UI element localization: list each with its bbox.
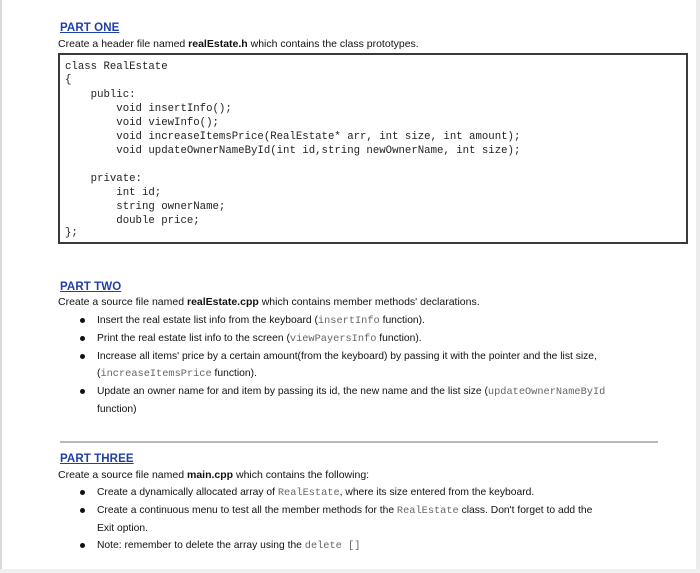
part-two-bullet-list xyxy=(80,312,680,418)
part-one-heading: PART ONE xyxy=(60,22,120,34)
code-line-0: class RealEstate xyxy=(65,61,168,73)
code-box xyxy=(58,53,688,244)
part-one-file-name: realEstate.h xyxy=(188,38,248,50)
bullet-dot-icon xyxy=(80,354,85,359)
section-divider xyxy=(60,441,658,443)
code-line-8: private: xyxy=(65,173,142,185)
code-line-4: void viewInfo(); xyxy=(65,117,219,129)
part-three-instruction-prefix: Create a source file named xyxy=(58,469,187,481)
code-line-1: { xyxy=(65,74,72,86)
code-line-6: void updateOwnerNameById(int id,string newOwnerName, int size); xyxy=(65,145,521,157)
bullet-dot-icon xyxy=(80,508,85,513)
part-two-instruction xyxy=(58,296,480,308)
code-line-2: public: xyxy=(65,89,136,101)
code-line-10: string ownerName; xyxy=(65,201,226,213)
code-line-12: }; xyxy=(65,227,78,239)
bullet-dot-icon xyxy=(80,389,85,394)
part-two-bullet-1: Insert the real estate list info from the keyboard (insertInfo function). xyxy=(80,312,680,330)
part-two-instruction-prefix: Create a source file named xyxy=(58,296,187,308)
part-two-bullet-3: Increase all items' price by a certain amount(from the keyboard) by passing it with the pointer and the list size, (increaseItemsPrice function). xyxy=(80,348,680,383)
bullet-dot-icon xyxy=(80,490,85,495)
part-three-bullet-1: Create a dynamically allocated array of RealEstate, where its size entered from the keyboard. xyxy=(80,484,680,502)
part-three-bullet-list xyxy=(80,484,680,555)
code-line-5: void increaseItemsPrice(RealEstate* arr, int size, int amount); xyxy=(65,131,521,143)
code-line-9: int id; xyxy=(65,187,162,199)
part-two-instruction-suffix: which contains member methods' declarations. xyxy=(258,296,480,308)
part-three-instruction xyxy=(58,469,369,481)
part-two-bullet-2: Print the real estate list info to the screen (viewPayersInfo function). xyxy=(80,330,680,348)
part-three-file-name: main.cpp xyxy=(186,469,234,481)
bullet-dot-icon xyxy=(80,336,85,341)
code-line-3: void insertInfo(); xyxy=(65,103,232,115)
part-one-instruction xyxy=(58,38,419,50)
part-two-heading: PART TWO xyxy=(60,281,122,293)
part-two-bullet-4: Update an owner name for and item by passing its id, the new name and the list size (updateOwnerNameById function) xyxy=(80,383,680,418)
part-one-instruction-prefix: Create a header file named xyxy=(58,38,189,50)
code-line-11: double price; xyxy=(65,215,200,227)
frame-right-edge xyxy=(696,0,700,573)
bullet-dot-icon xyxy=(80,543,85,548)
part-three-instruction-suffix: which contains the following: xyxy=(233,469,370,481)
frame-left-edge xyxy=(0,0,2,573)
part-two-file-name: realEstate.cpp xyxy=(186,296,259,308)
bullet-dot-icon xyxy=(80,318,85,323)
part-one-instruction-suffix: which contains the class prototypes. xyxy=(247,38,419,50)
part-three-heading: PART THREE xyxy=(60,453,134,465)
frame-bottom-edge xyxy=(0,569,700,573)
part-three-bullet-3: Note: remember to delete the array using the delete [] xyxy=(80,537,680,555)
part-three-bullet-2: Create a continuous menu to test all the member methods for the RealEstate class. Don't forget to add the Exit option. xyxy=(80,502,680,537)
